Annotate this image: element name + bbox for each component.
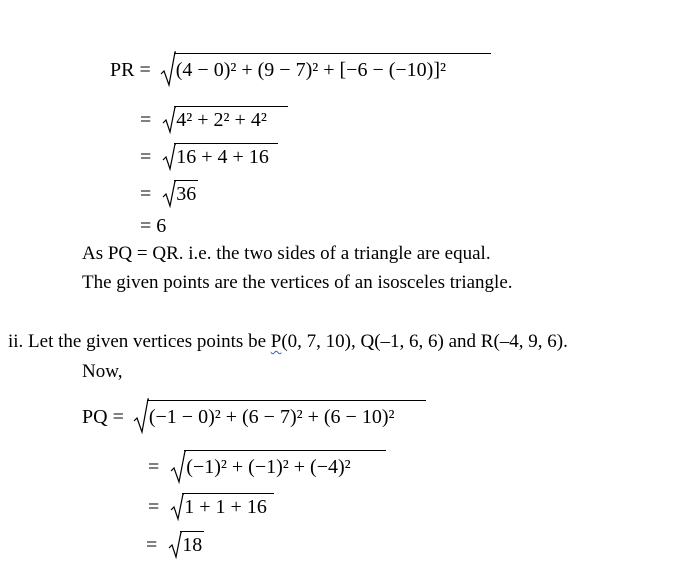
intro-text-a: ii. Let the given vertices points be <box>8 331 271 352</box>
pr-equation <box>110 50 491 88</box>
pq-equation <box>82 397 426 435</box>
equals-sign: = <box>146 534 158 556</box>
now-label: Now, <box>82 361 123 382</box>
pr-radicand: (4 − 0)² + (9 − 7)² + [−6 − (−10)]² <box>174 53 491 82</box>
equals-sign: = <box>148 456 160 478</box>
pq-step2-radicand: 1 + 1 + 16 <box>182 493 274 519</box>
pq-step2 <box>148 492 274 522</box>
pr-label: PR = <box>110 59 151 81</box>
conclusion-line-1: As PQ = QR. i.e. the two sides of a triangle are equal. <box>82 243 491 264</box>
pr-step3-radicand: 36 <box>174 180 198 206</box>
equals-sign: = <box>140 183 152 205</box>
spellcheck-word: P <box>270 331 282 352</box>
pr-step3 <box>140 179 198 209</box>
part-ii-intro <box>8 331 568 353</box>
pq-radicand: (−1 − 0)² + (6 − 7)² + (6 − 10)² <box>147 400 426 429</box>
pq-step3-radicand: 18 <box>180 531 204 557</box>
pr-step2 <box>140 142 278 172</box>
pr-step1 <box>140 105 288 135</box>
conclusion-line-2: The given points are the vertices of an isosceles triangle. <box>82 272 513 293</box>
pq-step1-radicand: (−1)² + (−1)² + (−4)² <box>184 450 386 479</box>
pq-step1 <box>148 449 386 485</box>
equals-sign: = <box>140 109 152 131</box>
pr-step2-radicand: 16 + 4 + 16 <box>174 143 278 169</box>
pq-step3 <box>146 530 204 560</box>
equals-sign: = <box>140 146 152 168</box>
pq-label: PQ = <box>82 406 124 428</box>
intro-text-b: (0, 7, 10), Q(–1, 6, 6) and R(–4, 9, 6). <box>281 331 568 352</box>
equals-sign: = <box>148 496 160 518</box>
pr-result: = 6 <box>140 215 167 237</box>
pr-step1-radicand: 4² + 2² + 4² <box>174 106 288 132</box>
